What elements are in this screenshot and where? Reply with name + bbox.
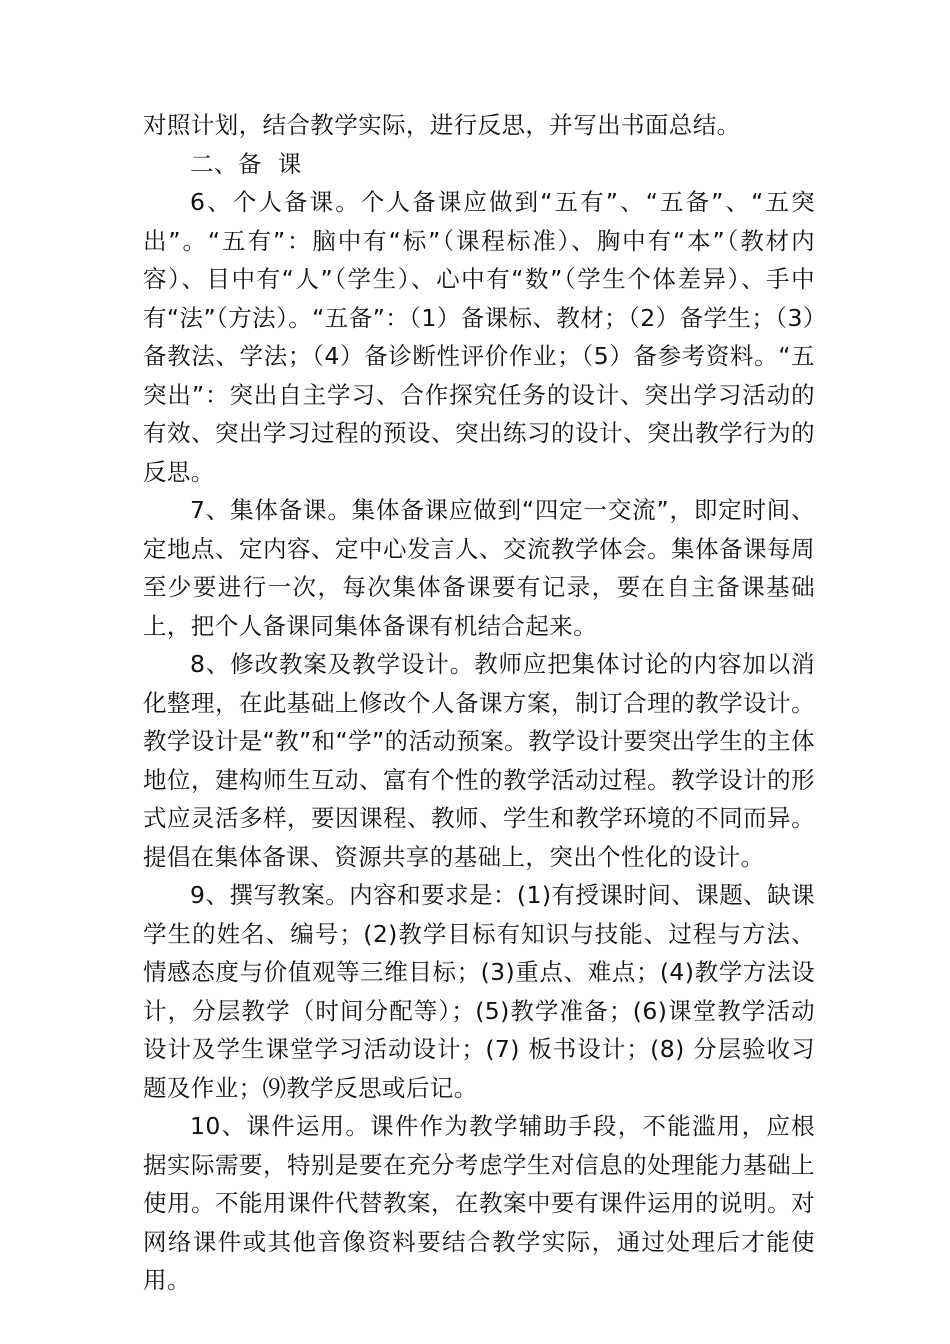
paragraph-revise-plan: 8、修改教案及教学设计。教师应把集体讨论的内容加以消化整理，在此基础上修改个人备课方案，制订合理的教学设计。教学设计是“教”和“学”的活动预案。教学设计要突出学生的主体地位，建构师生互动、富有个性的教学活动过程。教学设计的形式应灵活多样，要因课程、教师、学生和教学环境的不同而异。提倡在集体备课、资源共享的基础上，突出个性化的设计。 <box>143 650 815 871</box>
section-heading <box>143 145 815 184</box>
paragraph-personal-prep: 6、个人备课。个人备课应做到“五有”、“五备”、“五突出”。“五有”：脑中有“标”（课程标准）、胸中有“本”（教材内容）、目中有“人”（学生）、心中有“数”（学生个体差异）、手中有“法”（方法）。“五备”：（1）备课标、教材；（2）备学生；（3）备教法、学法；（4）备诊断性评价作业；（5）备参考资料。“五突出”：突出自主学习、合作探究任务的设计、突出学习活动的有效、突出学习过程的预设、突出练习的设计、突出教学行为的反思。 <box>143 188 815 486</box>
document-body <box>143 106 815 1300</box>
section-title-char-1: 备 <box>237 149 262 178</box>
paragraph-group-prep: 7、集体备课。集体备课应做到“四定一交流”，即定时间、定地点、定内容、定中心发言人、交流教学体会。集体备课每周至少要进行一次，每次集体备课要有记录，要在自主备课基础上，把个人备课同集体备课有机结合起来。 <box>143 496 815 640</box>
paragraph-courseware: 10、课件运用。课件作为教学辅助手段，不能滥用，应根据实际需要，特别是要在充分考虑学生对信息的处理能力基础上使用。不能用课件代替教案，在教案中要有课件运用的说明。对网络课件或其他音像资料要结合教学实际，通过处理后才能使用。 <box>143 1112 815 1294</box>
paragraph-write-plan: 9、撰写教案。内容和要求是：(1)有授课时间、课题、缺课学生的姓名、编号；(2)教学目标有知识与技能、过程与方法、情感态度与价值观等三维目标；(3)重点、难点；(4)教学方法设计，分层教学（时间分配等）；(5)教学准备；(6)课堂教学活动设计及学生课堂学习活动设计；(7) 板书设计；(8) 分层验收习题及作业；⑼教学反思或后记。 <box>143 881 815 1102</box>
intro-paragraph: 对照计划，结合教学实际，进行反思，并写出书面总结。 <box>143 111 741 139</box>
section-number: 二、 <box>190 149 238 178</box>
section-title-char-2: 课 <box>277 149 302 178</box>
